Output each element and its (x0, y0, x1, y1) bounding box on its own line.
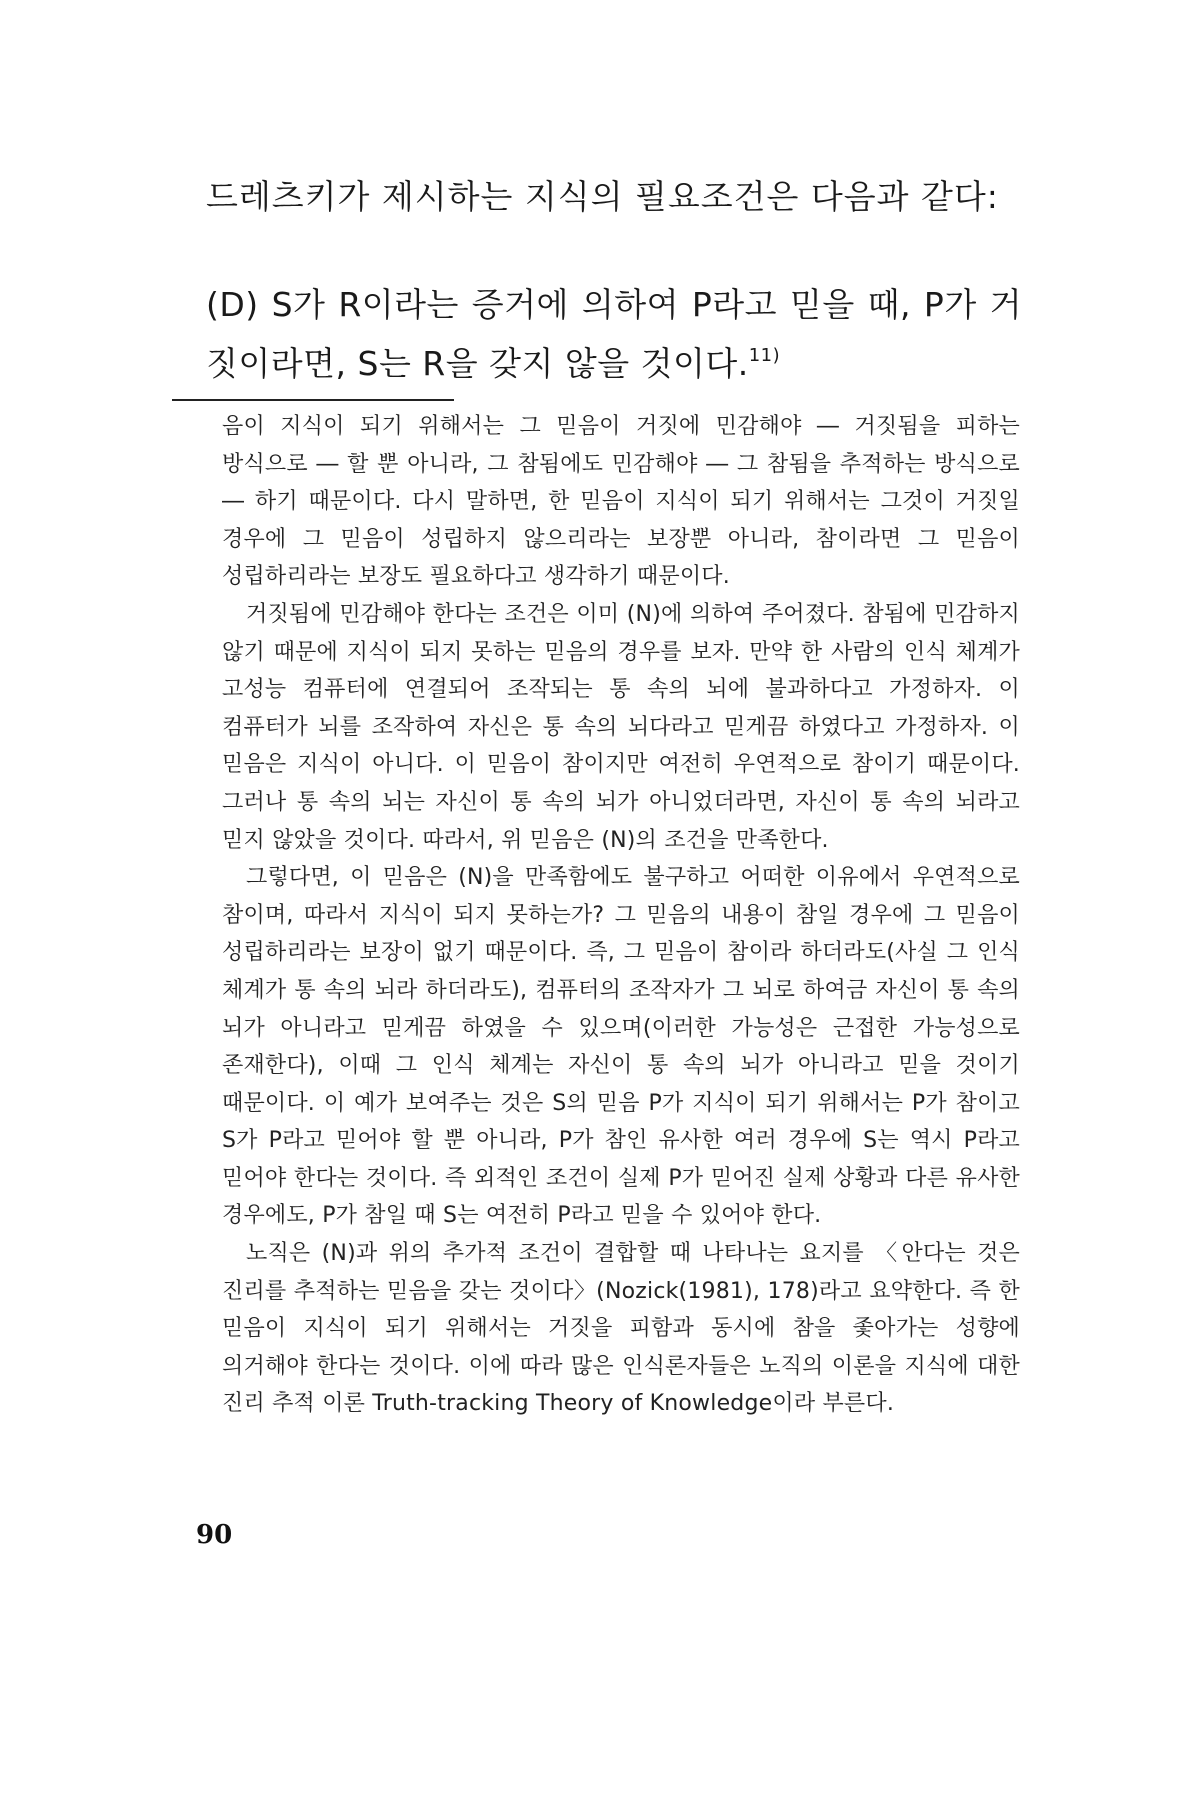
footnote-reference: 11) (748, 345, 781, 366)
footnote-divider (172, 399, 454, 401)
paragraph-4: 노직은 (N)과 위의 추가적 조건이 결합할 때 나타나는 요지를 〈안다는 것은 진리를 추적하는 믿음을 갖는 것이다〉(Nozick(1981), 178)라고 요약한다. 즉 한 믿음이 지식이 되기 위해서는 거짓을 피함과 동시에 참을 좇아가는 성향에 의거해야 한다는 것이다. 이에 따라 많은 인식론자들은 노직의 이론을 지식에 대한 진리 추적 이론 Truth-tracking Theory of Knowledge이라 부른다. (222, 1241, 1020, 1417)
condition-d-text: (D) S가 R이라는 증거에 의하여 P라고 믿을 때, P가 거짓이라면, S는 R을 갖지 않을 것이다. (206, 285, 1022, 383)
paragraph-2: 거짓됨에 민감해야 한다는 조건은 이미 (N)에 의하여 주어졌다. 참됨에 민감하지 않기 때문에 지식이 되지 못하는 믿음의 경우를 보자. 만약 한 사람의 인식 체계가 고성능 컴퓨터에 연결되어 조작되는 통 속의 뇌에 불과하다고 가정하자. 이 컴퓨터가 뇌를 조작하여 자신은 통 속의 뇌다라고 믿게끔 하였다고 가정하자. 이 믿음은 지식이 아니다. 이 믿음이 참이지만 여전히 우연적으로 참이기 때문이다. 그러나 통 속의 뇌는 자신이 통 속의 뇌가 아니었더라면, 자신이 통 속의 뇌라고 믿지 않았을 것이다. 따라서, 위 믿음은 (N)의 조건을 만족한다. (222, 601, 1020, 853)
page-number: 90 (196, 1520, 233, 1550)
paragraph-1: 음이 지식이 되기 위해서는 그 믿음이 거짓에 민감해야 ― 거짓됨을 피하는 방식으로 ― 할 뿐 아니라, 그 참됨에도 민감해야 ― 그 참됨을 추적하는 방식으로 ― 하기 때문이다. 다시 말하면, 한 믿음이 지식이 되기 위해서는 그것이 거짓일 경우에 그 믿음이 성립하지 않으리라는 보장뿐 아니라, 참이라면 그 믿음이 성립하리라는 보장도 필요하다고 생각하기 때문이다. (222, 414, 1020, 590)
footnote-body (222, 408, 1020, 1423)
intro-sentence: 드레츠키가 제시하는 지식의 필요조건은 다음과 같다: (206, 177, 999, 216)
paragraph-3: 그렇다면, 이 믿음은 (N)을 만족함에도 불구하고 어떠한 이유에서 우연적으로 참이며, 따라서 지식이 되지 못하는가? 그 믿음의 내용이 참일 경우에 그 믿음이 성립하리라는 보장이 없기 때문이다. 즉, 그 믿음이 참이라 하더라도(사실 그 인식 체계가 통 속의 뇌라 하더라도), 컴퓨터의 조작자가 그 뇌로 하여금 자신이 통 속의 뇌가 아니라고 믿게끔 하였을 수 있으며(이러한 가능성은 근접한 가능성으로 존재한다), 이때 그 인식 체계는 자신이 통 속의 뇌가 아니라고 믿을 것이기 때문이다. 이 예가 보여주는 것은 S의 믿음 P가 지식이 되기 위해서는 P가 참이고 S가 P라고 믿어야 할 뿐 아니라, P가 참인 유사한 여러 경우에 S는 역시 P라고 믿어야 한다는 것이다. 즉 외적인 조건이 실제 P가 믿어진 실제 상황과 다른 유사한 경우에도, P가 참일 때 S는 여전히 P라고 믿을 수 있어야 한다. (222, 865, 1020, 1229)
condition-d (206, 275, 1022, 393)
